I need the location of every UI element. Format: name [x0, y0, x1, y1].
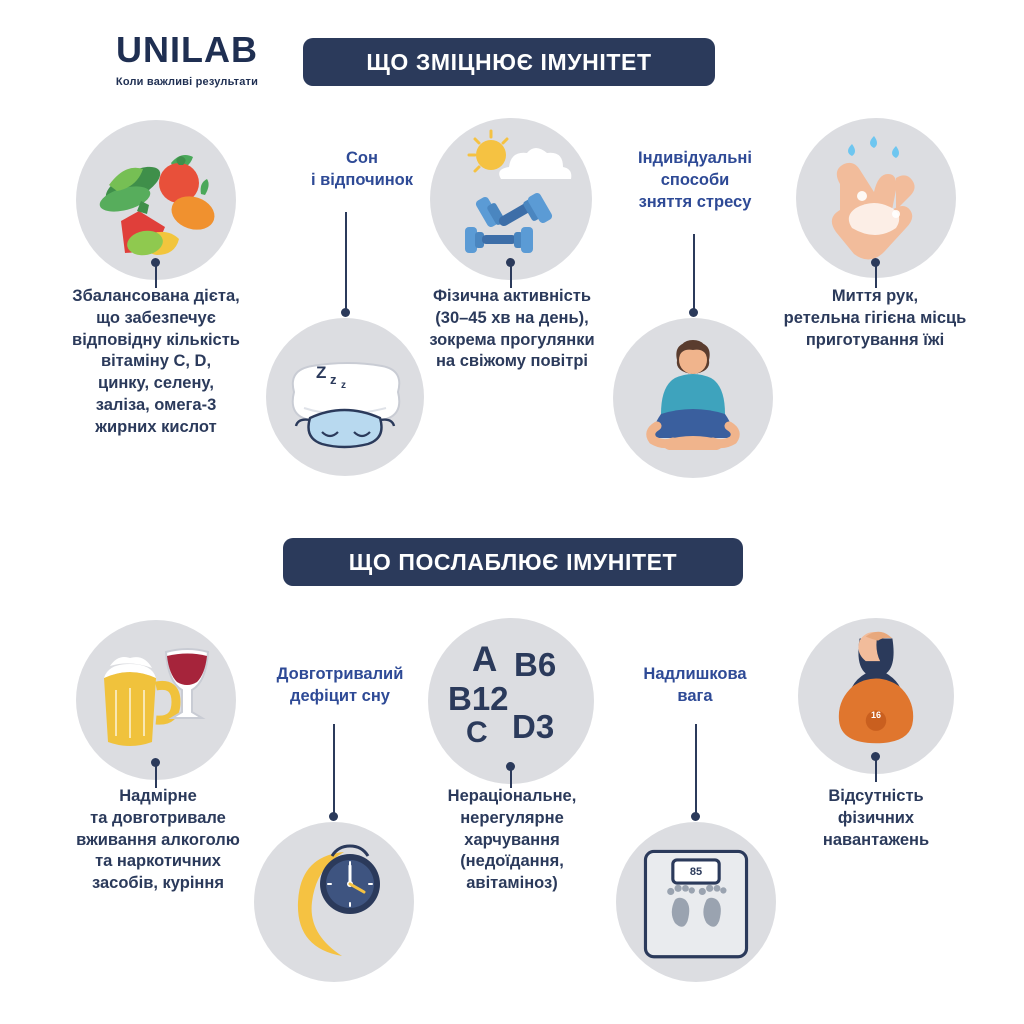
- section-title-weaken: ЩО ПОСЛАБЛЮЄ ІМУНІТЕТ: [283, 538, 743, 586]
- svg-text:z: z: [341, 380, 346, 391]
- item-label-no-exercise: Відсутність фізичних навантажень: [822, 787, 930, 849]
- section-title-strengthen: ЩО ЗМІЦНЮЄ ІМУНІТЕТ: [303, 38, 715, 86]
- vitamin-d3-label: D3: [512, 708, 555, 745]
- svg-text:Z: Z: [316, 363, 327, 382]
- scale-reading: 85: [689, 866, 703, 878]
- item-label-sleep-deficit: Довготривалий дефіцит сну: [276, 665, 404, 705]
- connector-dot: [341, 308, 350, 317]
- connector-dot: [329, 812, 338, 821]
- bathroom-scale-icon: [616, 822, 776, 982]
- item-label-poor-nutrition: Нераціональне, нерегулярне харчування (недоїдання, авітаміноз): [447, 787, 577, 893]
- connector-dot: [151, 258, 160, 267]
- connector-line: [693, 234, 695, 312]
- connector-dot: [151, 758, 160, 767]
- brand-logo: [62, 29, 312, 88]
- brand-name: UNILAB: [116, 29, 258, 70]
- connector-dot: [506, 762, 515, 771]
- vitamin-b6-label: B6: [514, 646, 557, 683]
- brand-tagline: Коли важливі результати: [115, 76, 259, 88]
- kettlebell-icon: [798, 618, 954, 774]
- item-label-balanced-diet: Збалансована дієта, що забезпечує відповідну кількість вітаміну C, D, цинку, селену, заліза, омега-3 жирних кислот: [72, 287, 240, 436]
- dumbbells-sun-cloud-icon: [430, 118, 592, 280]
- connector-dot: [506, 258, 515, 267]
- kettlebell-weight-label: 16: [870, 710, 881, 720]
- connector-dot: [689, 308, 698, 317]
- item-label-hand-hygiene: Миття рук, ретельна гігієна місць приготування їжі: [783, 287, 967, 349]
- item-label-stress-relief: Індивідуальні способи зняття стресу: [638, 149, 752, 211]
- item-label-overweight: Надлишкова вага: [643, 665, 747, 705]
- connector-dot: [871, 258, 880, 267]
- connector-line: [333, 724, 335, 816]
- connector-line: [695, 724, 697, 816]
- vitamin-c-label: C: [466, 716, 488, 749]
- vegetables-icon: [76, 120, 236, 280]
- beer-wine-icon: [76, 620, 236, 780]
- vitamins-letters-icon: [428, 618, 594, 784]
- washing-hands-icon: [796, 118, 956, 278]
- moon-clock-icon: [254, 822, 414, 982]
- svg-text:z: z: [330, 372, 337, 387]
- item-label-sleep-rest: Сон і відпочинок: [310, 149, 414, 189]
- vitamin-b12-label: B12: [448, 680, 509, 717]
- item-label-alcohol-drugs: Надмірне та довготривале вживання алкоголю та наркотичних засобів, куріння: [76, 787, 240, 893]
- connector-line: [345, 212, 347, 312]
- vitamin-a-label: A: [472, 640, 498, 679]
- item-label-physical-activity: Фізична активність (30–45 хв на день), зокрема прогулянки на свіжому повітрі: [429, 287, 595, 371]
- connector-dot: [871, 752, 880, 761]
- connector-dot: [691, 812, 700, 821]
